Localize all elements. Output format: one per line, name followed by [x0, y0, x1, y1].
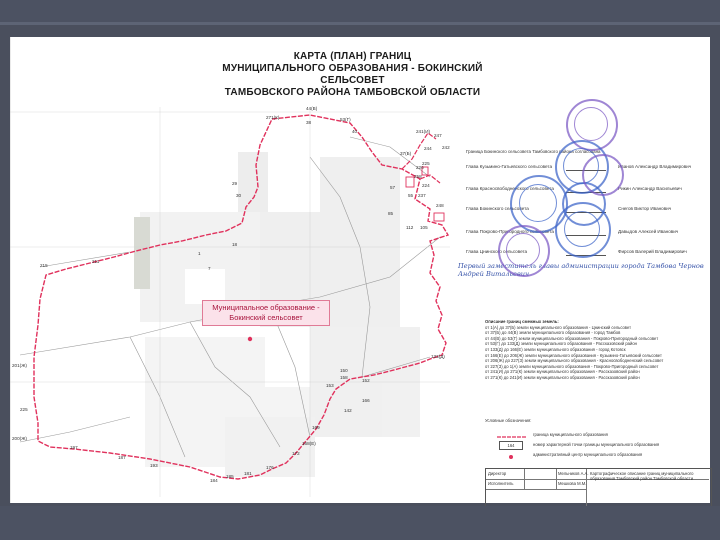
point-label: 200(Ж) [12, 436, 27, 441]
map-title-line-2: МУНИЦИПАЛЬНОГО ОБРАЗОВАНИЯ - БОКИНСКИЙ СЕЛЬСОВЕТ [222, 63, 483, 86]
point-label: 271(К) [266, 115, 280, 120]
point-label: 30 [236, 193, 242, 198]
point-label: 211 [92, 259, 100, 264]
point-label: 224 [422, 183, 430, 188]
point-label: 187 [118, 455, 126, 460]
point-label: 55 [408, 193, 414, 198]
point-label: 201(Ж) [12, 363, 27, 368]
point-label: 40 [352, 129, 358, 134]
point-label: 193 [150, 463, 158, 468]
point-label: 172 [292, 451, 300, 456]
municipality-label-line-1: Муниципальное образование - [212, 303, 320, 312]
organization-description: Картографическое описание границ муниципального образования Тамбовский район Тамбовской области [590, 471, 694, 481]
map-legend [485, 418, 715, 457]
point-label: 242 [442, 145, 450, 150]
slide-bottom-bar [0, 506, 720, 540]
boundary-description [485, 319, 715, 381]
admin-center-icon [507, 455, 515, 463]
map-title-line-3: ТАМБОВСКОГО РАЙОНА ТАМБОВСКОЙ ОБЛАСТИ [224, 87, 481, 98]
boundary-protrusion-east [420, 175, 440, 183]
signature-role: Глава Цнинского сельсовета [466, 249, 528, 254]
point-label: 57 [390, 185, 396, 190]
enclave-3 [434, 213, 444, 221]
director-name: Мельников А.А. [558, 471, 589, 476]
point-label: 150 [340, 368, 348, 373]
point-label: 169 [312, 425, 320, 430]
legend-item [485, 432, 710, 440]
point-label: 1 [198, 251, 201, 256]
admin-center-marker [248, 337, 252, 341]
point-label: 133(Д) [431, 354, 445, 359]
official-seal-inner-ring [564, 211, 600, 247]
boundary-description-line: от 227(З) до 1(А) земли муниципального образования - Покрово-Пригородный сельсовет [485, 363, 659, 369]
signature-name: Фирсов Валерий Владимирович [618, 249, 687, 254]
point-label: 247 [434, 133, 442, 138]
legend-text: номер характерной точки границы муниципального образования [533, 442, 660, 447]
boundary-description-line: от 241(И) до 271(К) земли муниципального образования - Рассказовский район [485, 369, 640, 375]
boundary-description-line: от 44(В) до 53(Г) земли муниципального образования - Покрово-Пригородный сельсовет [485, 335, 659, 341]
signature-name: Снегов Виктор Иванович [618, 206, 672, 211]
point-label: 181 [244, 471, 252, 476]
director-role: Директор [488, 471, 507, 476]
municipality-label-line-2: Бокинский сельсовет [229, 313, 303, 322]
signature-role: Глава Кузьмино-Гатьевского сельсовета [466, 164, 553, 169]
slide-top-bar [0, 0, 720, 25]
point-label: 244 [424, 146, 432, 151]
enclave-1 [406, 177, 414, 187]
point-label: 152 [362, 378, 370, 383]
point-label: 185 [226, 474, 234, 479]
signature-name: Рикин Александр Васильевич [618, 186, 682, 191]
point-label: 18 [232, 242, 238, 247]
map-title-line-1: КАРТА (ПЛАН) ГРАНИЦ [293, 51, 412, 62]
boundary-description-line: от 206(Ж) до 227(З) земли муниципального образования - Красносвободненский сельсовет [485, 358, 664, 364]
approval-header: Граница Бокинского сельсовета Тамбовского района согласована [466, 149, 601, 154]
point-label: 105 [420, 225, 428, 230]
signature-role: Глава Красносвободненского сельсовета [466, 186, 554, 191]
point-label: 158 [340, 375, 348, 380]
point-label: 44(В) [306, 106, 318, 111]
point-label: 153 [326, 383, 334, 388]
boundary-description-title: Описание границ смежных земель: [485, 319, 559, 324]
signature-name: Давыдов Алексей Иванович [618, 229, 679, 234]
signature-name: Иванов Александр Владимирович [618, 164, 692, 169]
legend-title: Условные обозначения: [485, 418, 532, 423]
point-label: 38 [306, 120, 312, 125]
point-number-symbol: 164 [499, 441, 523, 450]
point-label: 166 [362, 398, 370, 403]
boundary-description-line: от 1(А) до 37(Б) земли муниципального образования - Цнинский сельсовет [485, 324, 632, 330]
point-label: 53(Г) [340, 117, 351, 122]
point-label: 85 [388, 211, 394, 216]
legend-item [485, 452, 710, 460]
point-label: 237 [418, 193, 426, 198]
signature-role: Глава Покрово-Пригородного сельсовета [466, 229, 554, 234]
point-label: 215 [40, 263, 48, 268]
executor-name: Мешкова М.М. [558, 481, 587, 486]
boundary-description-line: от 271(К) до 241(И) земли муниципального образования - Рассказовский район [485, 374, 640, 380]
point-label: 142 [344, 408, 352, 413]
boundary-description-line: от 133(Д) до 166(Е) земли муниципального образования - город Котовск [485, 346, 626, 352]
point-label: 225 [20, 407, 28, 412]
point-label: 197 [70, 445, 78, 450]
official-seal-inner-ring [506, 233, 540, 267]
point-label: 184 [210, 478, 218, 483]
point-label: 112 [406, 225, 414, 230]
signature-role: Глава Бокинского сельсовета [466, 206, 529, 211]
point-label: 29 [232, 181, 238, 186]
legend-item [485, 442, 710, 450]
handwritten-approval: Первый заместитель главы администрации города Тамбова Чернов Андрей Витальевич [458, 262, 704, 278]
map-slide [10, 37, 710, 503]
point-label: 37(Б) [400, 151, 412, 156]
point-label: 241(И) [416, 129, 431, 134]
boundary-line-icon [497, 435, 527, 439]
boundary-description-line: от 37(Б) до 44(В) земли муниципального образования - город Тамбов [485, 330, 621, 336]
point-label: 258 [414, 174, 422, 179]
legend-text: граница муниципального образования [533, 432, 608, 437]
legend-text: административный центр муниципального образования [533, 452, 643, 457]
point-label: 176 [266, 465, 274, 470]
official-seal-inner-ring [574, 107, 608, 141]
municipality-label [202, 300, 330, 326]
point-label: 168(Е) [302, 441, 316, 446]
point-label: 225 [422, 161, 430, 166]
point-label: 248 [436, 203, 444, 208]
boundary-description-line: от 53(Г) до 133(Д) земли муниципального образования - Рассказовский район [485, 341, 637, 347]
boundary-description-line: от 166(Е) до 206(Ж) земли муниципального образования - Кузьмино-Гатьевский сельсовет [485, 352, 662, 358]
point-label: 7 [208, 266, 211, 271]
point-label: 226 [416, 165, 424, 170]
executor-role: Исполнитель [488, 481, 514, 486]
official-seal-inner-ring [519, 184, 557, 222]
official-seal [582, 154, 624, 196]
